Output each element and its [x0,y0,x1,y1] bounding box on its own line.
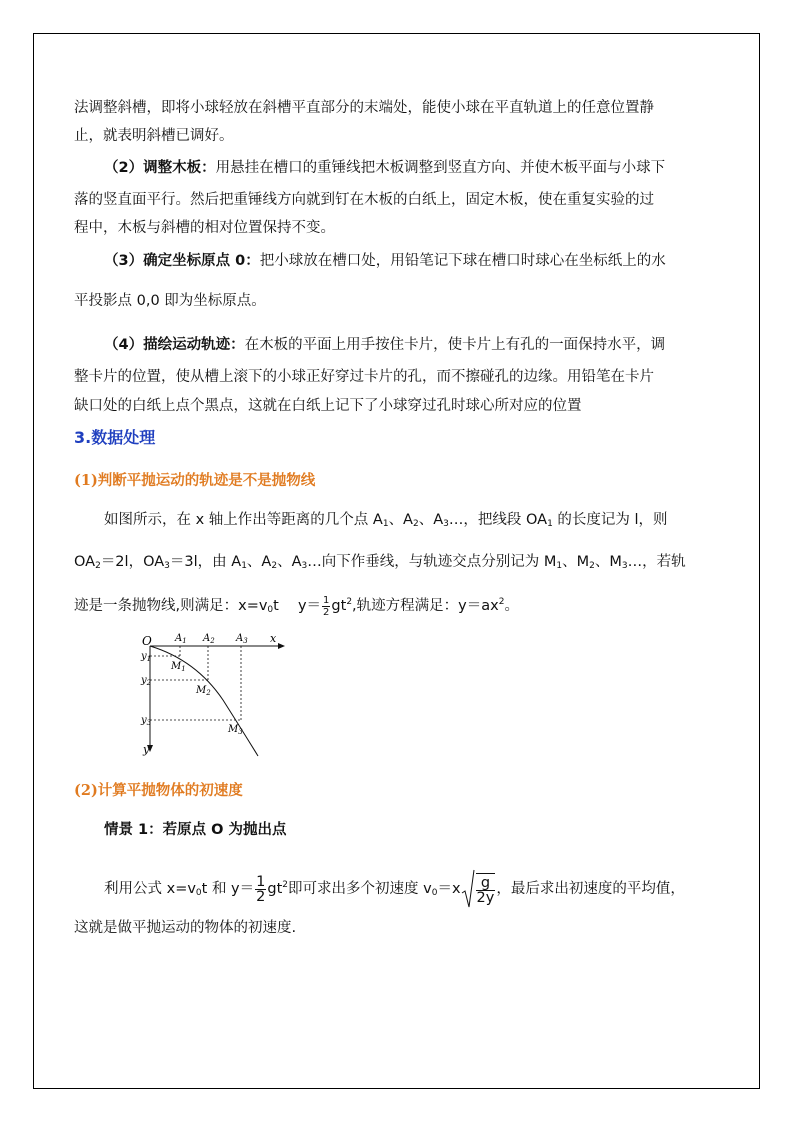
step4-label: （4）描绘运动轨迹： [104,337,245,353]
para4-text1: 在木板的平面上用手按住卡片，使卡片上有孔的一面保持水平，调 [244,337,666,353]
fraction-half: $\frac{1}{2}$ [323,594,330,618]
radical-sign-icon [461,869,475,909]
para3-line2: 平投影点 0,0 即为坐标原点。 [74,293,266,309]
section-title: 3.数据处理 [74,428,156,447]
para1-line2: 止，就表明斜槽已调好。 [74,128,234,144]
s1-line2: $OA_2=2l$，$OA_3=3l$，由 $A_1$、$A_2$、$A_3\dots$向下作垂线，与轨迹交点分别记为 $M_1$、$M_2$、$M_3\dots$，若轨 [74,554,686,571]
trajectory-figure [138,628,288,760]
step2-label: （2）调整木板： [104,160,216,176]
trajectory-curve [150,646,258,756]
para2-line1 [104,158,665,178]
sqrt-expression: $\frac{g}{2y}$ [461,869,497,909]
x-label: x [270,632,277,645]
para4-line1 [104,335,665,355]
subsection-1-title: (1)判断平抛运动的轨迹是不是抛物线 [74,472,316,489]
s1-line1: 如图所示，在 x 轴上作出等距离的几个点 $A_1$、$A_2$、$A_3\dots$，把线段 $OA_1$ 的长度记为 l，则 [104,512,668,529]
fraction-half-2: $\frac{1}{2}$ [256,873,266,905]
A1-label: $A_1$ [175,633,187,645]
para3-text1: 把小球放在槽口处，用铅笔记下球在槽口时球心在坐标纸上的水 [259,253,666,269]
M1-label: $M_1$ [171,661,186,673]
M3-label: $M_3$ [228,724,243,736]
para2-line2: 落的竖直面平行。然后把重锤线方向就到钉在木板的白纸上，固定木板，使在重复实验的过 [74,192,654,208]
origin-label: O [142,634,152,648]
s2-line1: 利用公式 $x=v_0t$ 和 y＝ $\frac{1}{2}$ $gt^2$即可求出多个初速度 $v_0=x$ $\frac{g}{2y}$ ，最后求出初速度的平均值， [104,866,685,912]
para2-text1: 用悬挂在槽口的重锤线把木板调整到竖直方向、并使木板平面与小球下 [215,160,666,176]
s2-line2: 这就是做平抛运动的物体的初速度. [74,920,297,936]
A3-label: $A_3$ [236,633,248,645]
y-label: y [143,743,150,756]
para2-line3: 程中，木板与斜槽的相对位置保持不变。 [74,220,335,236]
x-arrow-icon [278,643,285,649]
A2-label: $A_2$ [203,633,215,645]
s1-line3: 迹是一条抛物线,则满足：$x=v_0t$ y＝ $\frac{1}{2}$ $gt^2$,轨迹方程满足：$y=ax^2$。 [74,594,519,618]
scene-1-heading: 情景 1：若原点 O 为抛出点 [104,822,287,838]
step3-label: （3）确定坐标原点 0： [104,253,260,269]
y1-label: $y_1$ [141,651,152,663]
y3-label: $y_3$ [141,715,152,727]
M2-label: $M_2$ [196,685,211,697]
subsection-2-title: (2)计算平抛物体的初速度 [74,782,243,799]
para4-line3: 缺口处的白纸上点个黑点，这就在白纸上记下了小球穿过孔时球心所对应的位置 [74,398,582,414]
para4-line2: 整卡片的位置，使从槽上滚下的小球正好穿过卡片的孔，而不擦碰孔的边缘。用铅笔在卡片 [74,369,654,385]
y2-label: $y_2$ [141,675,152,687]
para3-line1 [104,251,666,271]
para1-line1: 法调整斜槽，即将小球轻放在斜槽平直部分的末端处，能使小球在平直轨道上的任意位置静 [74,100,654,116]
